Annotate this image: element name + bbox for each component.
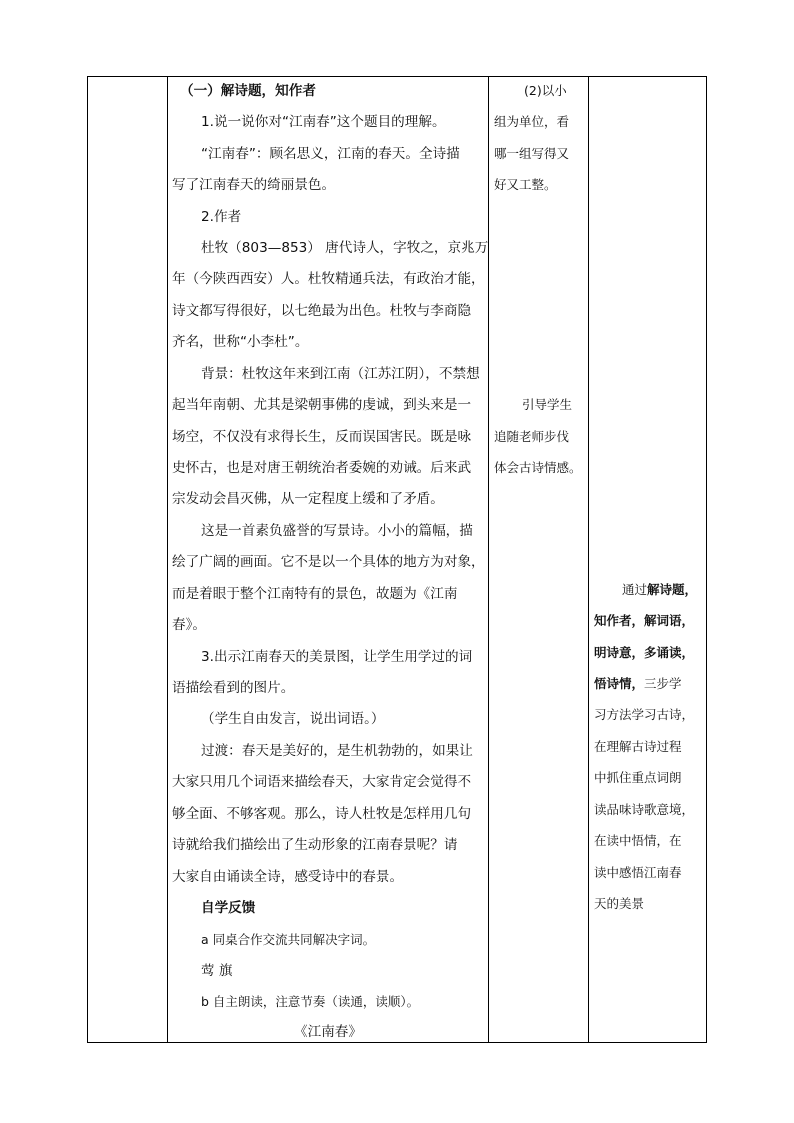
text-line: 年（今陕西西安）人。杜牧精通兵法，有政治才能， [172,271,485,287]
text-line: (2)以小 [524,83,567,98]
text-line: 习方法学习古诗， [594,707,695,722]
text-line: 场空，不仅没有求得长生，反而误国害民。既是咏 [172,429,472,445]
text-line: 春》。 [172,617,206,633]
text-line: b 自主朗读，注意节奏（读通，读顺）。 [201,994,420,1009]
text-line: 这是一首素负盛誉的写景诗。小小的篇幅，描 [201,523,473,539]
text-line: 在读中悟情，在 [594,833,682,848]
text-line: 在理解古诗过程 [594,739,682,754]
text-line: 通过解诗题， [622,582,698,597]
text-line: a 同桌合作交流共同解决字词。 [201,932,376,947]
text-line: 哪一组写得又 [494,146,570,161]
teaching-process-cell [168,76,488,1043]
text-line: 知作者，解词语， [594,613,695,628]
text-line: 大家只用几个词语来描绘春天，大家肯定会觉得不 [172,774,472,790]
text-line: 悟诗情，三步学 [594,676,682,691]
design-intent-cell [589,76,707,1043]
text-line: 而是着眼于整个江南特有的景色，故题为《江南 [172,586,458,602]
text-line: 好又工整。 [494,177,557,192]
text-line: 读中感悟江南春 [594,865,682,880]
text-line: 够全面、不够客观。那么，诗人杜牧是怎样用几句 [172,806,472,822]
text-line: 宗发动会昌灭佛，从一定程度上缓和了矛盾。 [172,491,444,507]
text-line: 体会古诗情感。 [494,460,582,475]
text-line: 组为单位，看 [494,114,570,129]
text-line: 写了江南春天的绮丽景色。 [172,177,336,193]
poem-title: 《江南春》 [294,1024,362,1040]
subsection-heading: 自学反馈 [201,900,256,916]
text-line: 背景：杜牧这年来到江南（江苏江阴），不禁想 [201,366,480,382]
text-line: 史怀古，也是对唐王朝统治者委婉的劝诫。后来武 [172,460,472,476]
text-line: 2.作者 [201,209,242,225]
text-line: 杜牧（803—853） 唐代诗人，字牧之，京兆万 [201,240,489,256]
text-line: 齐名，世称“小李杜”。 [172,334,309,350]
student-activity-cell [489,76,588,1043]
text-line: 诗文都写得很好，以七绝最为出色。杜牧与李商隐 [172,303,472,319]
text-line: 天的美景 [594,896,645,911]
text-line: 诗就给我们描绘出了生动形象的江南春景呢？请 [172,837,458,853]
text-line: 起当年南朝、尤其是梁朝事佛的虔诚，到头来是一 [172,397,472,413]
text-line: 明诗意，多诵读， [594,645,695,660]
text-line: 语描绘看到的图片。 [172,680,295,696]
text-line: 大家自由诵读全诗，感受诗中的春景。 [172,869,404,885]
text-line: 1.说一说你对“江南春”这个题目的理解。 [201,114,446,130]
text-line: “江南春”：顾名思义，江南的春天。全诗描 [201,146,460,162]
text-line: 绘了广阔的画面。它不是以一个具体的地方为对象， [172,554,485,570]
text-line: 读品味诗歌意境， [594,802,695,817]
section-heading: （一）解诗题，知作者 [180,83,316,99]
text-line: （学生自由发言，说出词语。） [201,711,385,727]
text-line: 莺 旗 [201,963,233,979]
text-line: 3.出示江南春天的美景图，让学生用学过的词 [201,649,473,665]
text-line: 过渡：春天是美好的，是生机勃勃的，如果让 [201,743,473,759]
text-line: 追随老师步伐 [494,429,570,444]
text-line: 中抓住重点词朗 [594,770,682,785]
text-line: 引导学生 [522,397,573,412]
